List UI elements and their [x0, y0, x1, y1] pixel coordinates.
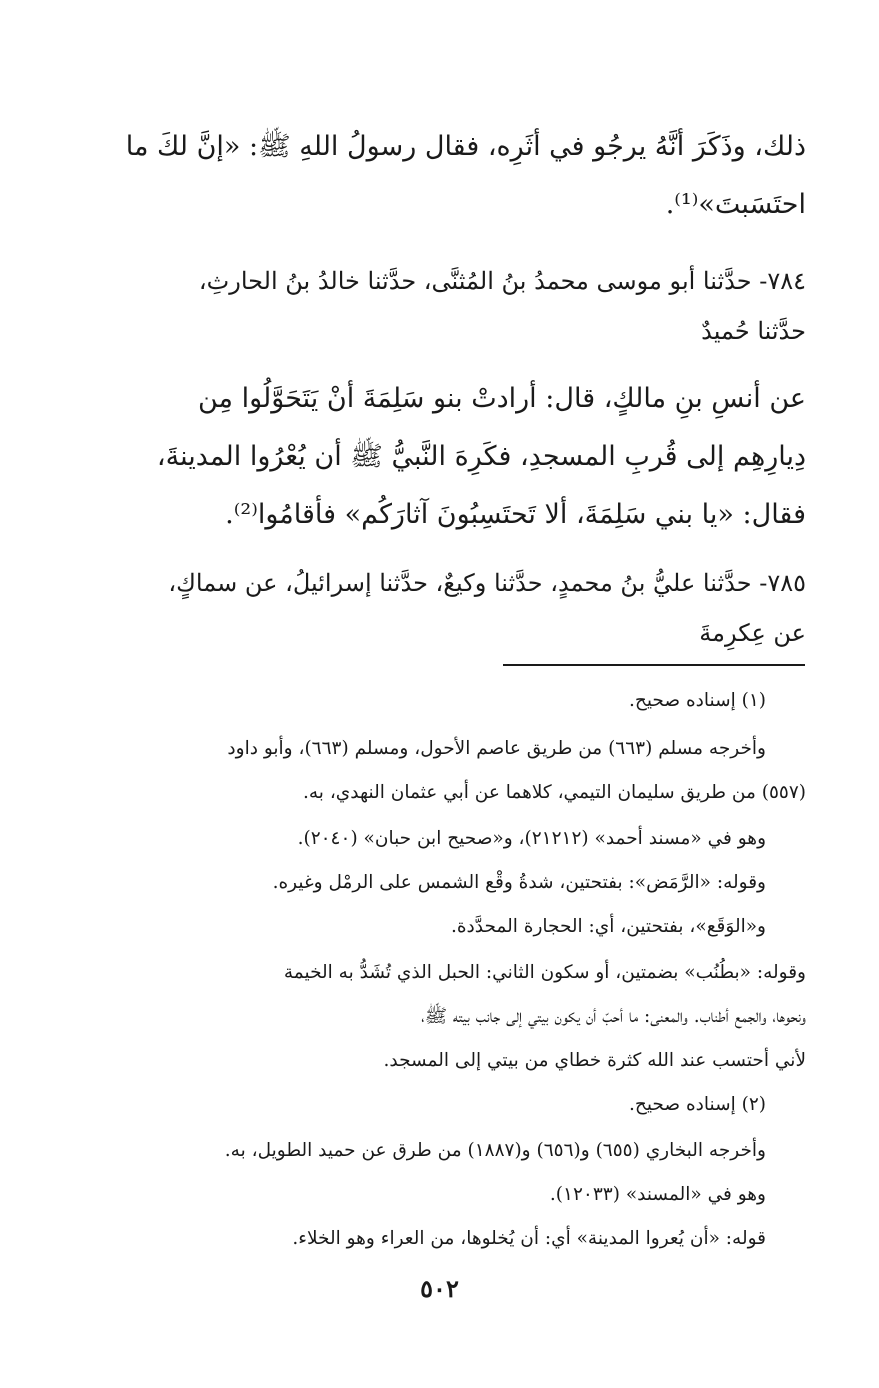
footnote-line: وهو في «مسند أحمد» (٢١٢١٢)، و«صحيح ابن حبان» (٢٠٤٠). — [297, 828, 766, 849]
hadith-784-matn — [78, 370, 806, 544]
footnote-line: ونحوها، والجمع أطناب. والمعنى: ما أحبّ أن يكون بيتي إلى جانب بيته ﷺ، — [421, 1006, 806, 1027]
footnote-line: وأخرجه البخاري (٦٥٥) و(٦٥٦) و(١٨٨٧) من طرق عن حميد الطويل، به. — [224, 1140, 766, 1161]
footnote-line: وقوله: «الرَّمَض»: بفتحتين، شدةُ وقْع الشمس على الرمْل وغيره. — [272, 872, 766, 893]
footnote-line: وهو في «المسند» (١٢٠٣٣). — [549, 1184, 766, 1205]
footnote-line: وقوله: «بطُنُب» بضمتين، أو سكون الثاني: الحبل الذي تُشَدُّ به الخيمة — [283, 962, 806, 983]
text-line: ٧٨٥- حدَّثنا عليُّ بنُ محمدٍ، حدَّثنا وكيعٌ، حدَّثنا إسرائيلُ، عن سماكٍ، — [168, 569, 806, 597]
text-line: دِيارِهِم إلى قُربِ المسجدِ، فكَرِهَ النَّبيُّ ﷺ أن يُعْرُوا المدينةَ، — [156, 441, 806, 472]
footnote-line: لأني أحتسب عند الله كثرة خطاي من بيتي إلى المسجد. — [383, 1050, 806, 1071]
footnote-line: (١) إسناده صحيح. — [629, 690, 766, 711]
text-line: حدَّثنا حُميدٌ — [701, 317, 806, 345]
hadith-783-ending — [78, 118, 806, 234]
text-line: فقال: «يا بني سَلِمَةَ، ألا تَحتَسِبُونَ آثارَكُم» فأقامُوا⁽²⁾. — [225, 499, 806, 530]
hadith-785-isnad — [78, 558, 806, 658]
text-line: ٧٨٤- حدَّثنا أبو موسى محمدُ بنُ المُثنَّى، حدَّثنا خالدُ بنُ الحارثِ، — [198, 267, 806, 295]
footnote-line: وأخرجه مسلم (٦٦٣) من طريق عاصم الأحول، ومسلم (٦٦٣)، وأبو داود — [227, 738, 766, 759]
page-number: ٥٠٢ — [420, 1274, 459, 1303]
text-line: عن عِكرِمةَ — [699, 619, 806, 647]
text-line: احتَسَبتَ»⁽¹⁾. — [665, 189, 806, 220]
footnote-line: قوله: «أن يُعروا المدينة» أي: أن يُخلوها، من العراء وهو الخلاء. — [292, 1228, 766, 1249]
footnote-line: (٢) إسناده صحيح. — [629, 1094, 766, 1115]
text-line: عن أنسِ بنِ مالكٍ، قال: أرادتْ بنو سَلِمَةَ أنْ يَتَحَوَّلُوا مِن — [197, 383, 806, 414]
footnote-divider — [503, 664, 805, 666]
text-line: ذلك، وذَكَرَ أنَّهُ يرجُو في أثَرِه، فقال رسولُ اللهِ ﷺ: «إنَّ لكَ ما — [125, 131, 806, 162]
footnote-line: (٥٥٧) من طريق سليمان التيمي، كلاهما عن أبي عثمان النهدي، به. — [302, 782, 806, 803]
footnote-line: و«الوَقَع»، بفتحتين، أي: الحجارة المحدَّدة. — [450, 916, 766, 937]
hadith-784-isnad — [78, 256, 806, 356]
